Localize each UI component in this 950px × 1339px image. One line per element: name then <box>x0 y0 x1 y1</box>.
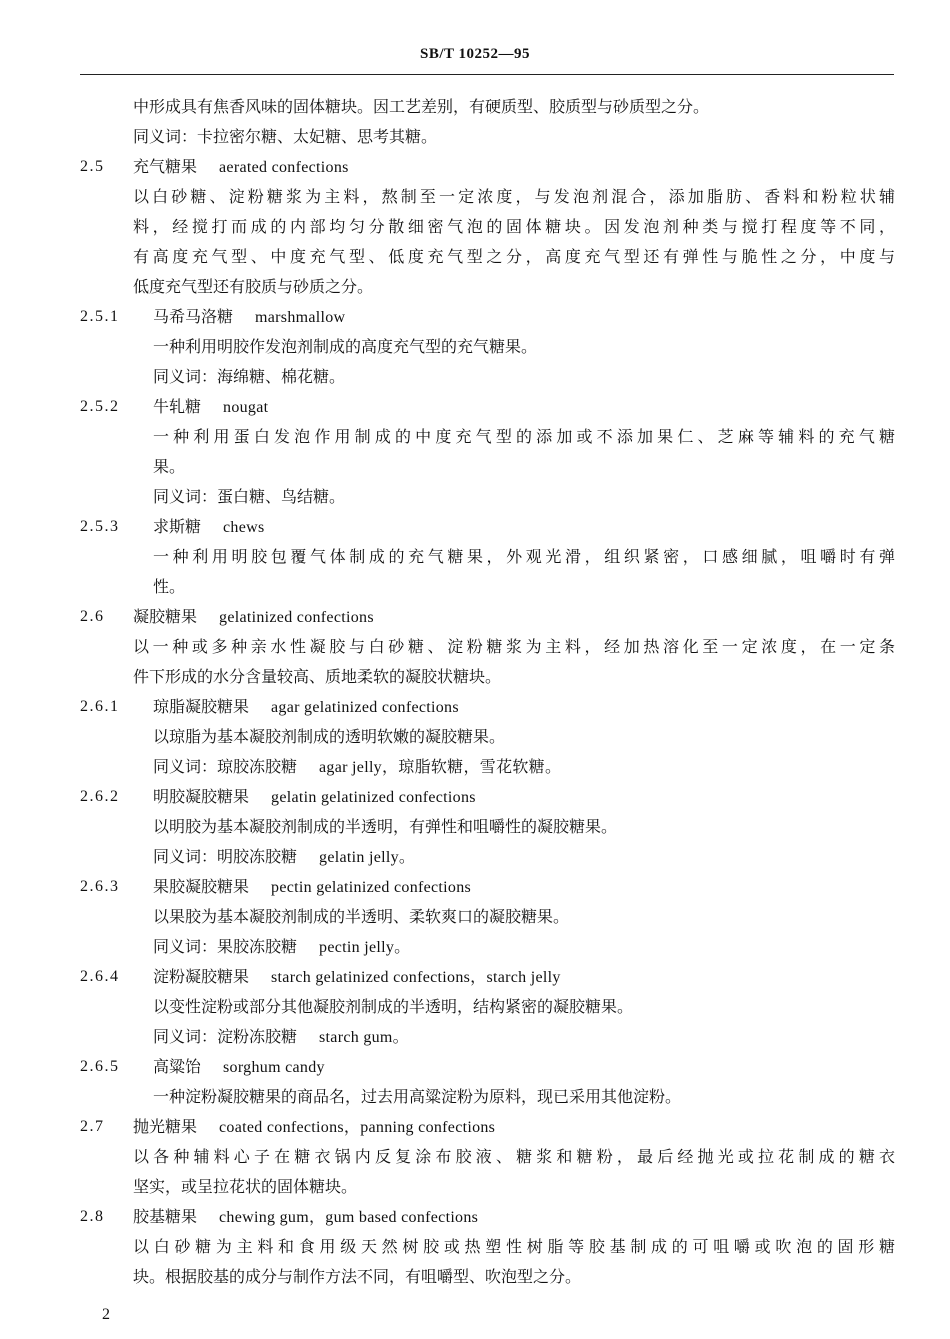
term-chinese: 抛光糖果 <box>133 1117 198 1136</box>
paragraph-line: 低度充气型还有胶质与砂质之分。 <box>133 277 374 296</box>
synonym-chinese: 同义词：琼胶冻胶糖 <box>153 757 298 776</box>
term-heading <box>0 392 950 422</box>
term-english: agar gelatinized confections <box>271 699 459 716</box>
synonym-english: pectin jelly。 <box>319 939 411 956</box>
term-heading <box>0 1202 950 1232</box>
term-chinese: 琼脂凝胶糖果 <box>153 697 250 716</box>
paragraph-line: 有高度充气型、中度充气型、低度充气型之分，高度充气型还有弹性与脆性之分，中度与 <box>133 247 895 266</box>
section-number: 2.6 <box>80 608 105 625</box>
term-chinese: 淀粉凝胶糖果 <box>153 967 250 986</box>
paragraph-line: 同义词：蛋白糖、鸟结糖。 <box>153 487 346 506</box>
synonym-chinese: 同义词：明胶冻胶糖 <box>153 847 298 866</box>
paragraph-line: 件下形成的水分含量较高、质地柔软的凝胶状糖块。 <box>133 667 502 686</box>
paragraph-line: 以明胶为基本凝胶剂制成的半透明，有弹性和咀嚼性的凝胶糖果。 <box>153 817 618 836</box>
page-header: SB/T 10252—95 <box>420 46 530 62</box>
term-heading <box>0 962 950 992</box>
term-chinese: 充气糖果 <box>133 157 198 176</box>
paragraph-line: 一种利用明胶包覆气体制成的充气糖果，外观光滑，组织紧密，口感细腻，咀嚼时有弹 <box>153 547 895 566</box>
paragraph-line: 以白砂糖、淀粉糖浆为主料，熬制至一定浓度，与发泡剂混合，添加脂肪、香料和粉粒状辅 <box>133 187 895 206</box>
term-chinese: 求斯糖 <box>153 517 202 536</box>
header-rule <box>80 74 894 75</box>
section-number: 2.7 <box>80 1118 105 1135</box>
section-number: 2.6.1 <box>80 698 120 715</box>
term-english: pectin gelatinized confections <box>271 879 472 896</box>
term-heading <box>0 872 950 902</box>
section-number: 2.5.3 <box>80 518 120 535</box>
term-english: starch gelatinized confections，starch jelly <box>271 969 561 986</box>
term-english: coated confections，panning confections <box>219 1119 496 1136</box>
term-english: nougat <box>223 399 269 416</box>
synonym-english: gelatin jelly。 <box>319 849 416 866</box>
term-heading <box>0 782 950 812</box>
paragraph-line: 料，经搅打而成的内部均匀分散细密气泡的固体糖块。因发泡剂种类与搅打程度等不同， <box>133 217 895 236</box>
section-number: 2.6.5 <box>80 1058 120 1075</box>
section-number: 2.5 <box>80 158 105 175</box>
section-number: 2.8 <box>80 1208 105 1225</box>
paragraph-line: 以变性淀粉或部分其他凝胶剂制成的半透明，结构紧密的凝胶糖果。 <box>153 997 634 1016</box>
term-english: sorghum candy <box>223 1059 325 1076</box>
term-heading <box>0 152 950 182</box>
synonym-english: agar jelly，琼脂软糖，雪花软糖。 <box>319 759 562 776</box>
term-heading <box>0 692 950 722</box>
term-english: marshmallow <box>255 309 346 326</box>
section-number: 2.5.2 <box>80 398 120 415</box>
synonym-chinese: 同义词：淀粉冻胶糖 <box>153 1027 298 1046</box>
synonym-line <box>0 752 950 782</box>
section-number: 2.6.4 <box>80 968 120 985</box>
document-body <box>0 92 950 1292</box>
term-chinese: 果胶凝胶糖果 <box>153 877 250 896</box>
term-heading <box>0 512 950 542</box>
term-chinese: 牛轧糖 <box>153 397 202 416</box>
synonym-english: starch gum。 <box>319 1029 409 1046</box>
paragraph-line: 性。 <box>153 577 186 596</box>
paragraph-line: 坚实，或呈拉花状的固体糖块。 <box>133 1177 358 1196</box>
paragraph-line: 块。根据胶基的成分与制作方法不同，有咀嚼型、吹泡型之分。 <box>133 1267 582 1286</box>
paragraph-line: 中形成具有焦香风味的固体糖块。因工艺差别，有硬质型、胶质型与砂质型之分。 <box>133 97 710 116</box>
synonym-chinese: 同义词：果胶冻胶糖 <box>153 937 298 956</box>
term-chinese: 高粱饴 <box>153 1057 202 1076</box>
paragraph-line: 以一种或多种亲水性凝胶与白砂糖、淀粉糖浆为主料，经加热溶化至一定浓度，在一定条 <box>133 637 895 656</box>
section-number: 2.6.3 <box>80 878 120 895</box>
term-english: aerated confections <box>219 159 349 176</box>
section-number: 2.5.1 <box>80 308 120 325</box>
paragraph-line: 以各种辅料心子在糖衣锅内反复涂布胶液、糖浆和糖粉，最后经抛光或拉花制成的糖衣 <box>133 1147 895 1166</box>
term-english: chewing gum，gum based confections <box>219 1209 479 1226</box>
term-chinese: 明胶凝胶糖果 <box>153 787 250 806</box>
paragraph-line: 同义词：卡拉密尔糖、太妃糖、思考其糖。 <box>133 127 438 146</box>
term-chinese: 胶基糖果 <box>133 1207 198 1226</box>
term-english: gelatinized confections <box>219 609 374 626</box>
paragraph-line: 以琼脂为基本凝胶剂制成的透明软嫩的凝胶糖果。 <box>153 727 506 746</box>
paragraph-line: 一种利用蛋白发泡作用制成的中度充气型的添加或不添加果仁、芝麻等辅料的充气糖 <box>153 427 895 446</box>
section-number: 2.6.2 <box>80 788 120 805</box>
synonym-line <box>0 932 950 962</box>
term-english: gelatin gelatinized confections <box>271 789 476 806</box>
term-heading <box>0 602 950 632</box>
term-chinese: 凝胶糖果 <box>133 607 198 626</box>
term-chinese: 马希马洛糖 <box>153 307 234 326</box>
paragraph-line: 同义词：海绵糖、棉花糖。 <box>153 367 346 386</box>
term-heading <box>0 302 950 332</box>
paragraph-line: 果。 <box>153 457 186 476</box>
paragraph-line: 以白砂糖为主料和食用级天然树胶或热塑性树脂等胶基制成的可咀嚼或吹泡的固形糖 <box>133 1237 895 1256</box>
paragraph-line: 一种淀粉凝胶糖果的商品名，过去用高粱淀粉为原料，现已采用其他淀粉。 <box>153 1087 682 1106</box>
synonym-line <box>0 1022 950 1052</box>
paragraph-line: 一种利用明胶作发泡剂制成的高度充气型的充气糖果。 <box>153 337 538 356</box>
paragraph-line: 以果胶为基本凝胶剂制成的半透明、柔软爽口的凝胶糖果。 <box>153 907 570 926</box>
synonym-line <box>0 842 950 872</box>
term-heading <box>0 1112 950 1142</box>
term-heading <box>0 1052 950 1082</box>
term-english: chews <box>223 519 265 536</box>
page-number: 2 <box>102 1306 110 1323</box>
